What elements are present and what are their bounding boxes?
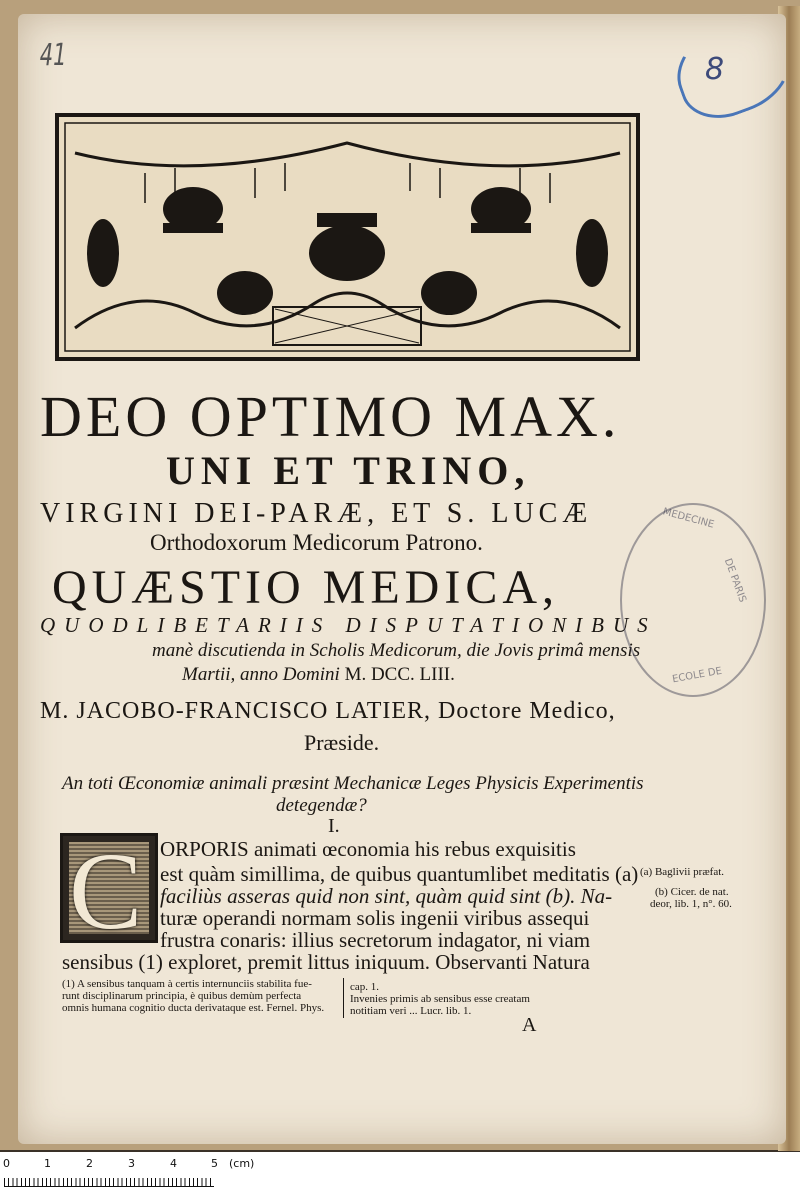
ruler-label-5: 5 — [211, 1157, 218, 1170]
ruler-label-2: 2 — [86, 1157, 93, 1170]
body-line-2: est quàm simillima, de quibus quantumlibet meditatis (a) — [160, 862, 639, 886]
footnote-left-line1: (1) A sensibus tanquam à certis internunciis stabilita fue- — [62, 978, 312, 990]
date-year: M. DCC. LIII. — [344, 664, 455, 685]
stamp-text-bottom: ECOLE DE — [671, 665, 723, 686]
margin-note-b-line2: deor, lib. 1, n°. 60. — [650, 898, 732, 910]
footnote-right-line1: cap. 1. — [350, 981, 380, 993]
body-line-5: frustra conaris: illius secretorum indagator, ni viam — [160, 928, 591, 952]
section-number: I. — [328, 815, 340, 837]
ornamental-headpiece — [55, 113, 640, 361]
ruler-unit: (cm) — [229, 1157, 255, 1170]
dedication-line-virgini: VIRGINI DEI-PARÆ, ET S. LUCÆ — [40, 498, 593, 529]
body-line-6: sensibus (1) exploret, premit littus iniquum. Observanti Natura — [62, 950, 590, 974]
ruler-label-1: 1 — [44, 1157, 51, 1170]
footnote-column-divider — [343, 978, 344, 1018]
decorated-initial — [60, 833, 158, 943]
thesis-question-line2: detegendæ? — [276, 795, 367, 816]
ruler-label-0: 0 — [3, 1157, 10, 1170]
stamp-text-side: DE PARIS — [721, 557, 748, 604]
ruler-ticks — [4, 1178, 214, 1187]
handwritten-folio-number: 41 — [39, 38, 67, 73]
body-line-4: turæ operandi normam solis ingenii viribus assequi — [160, 906, 590, 930]
subheading-schedule: manè discutienda in Scholis Medicorum, die Jovis primâ mensis — [152, 640, 641, 661]
signature-mark: A — [522, 1014, 537, 1036]
ruler-label-4: 4 — [170, 1157, 177, 1170]
date-prefix: Martii, anno Domini — [182, 664, 340, 685]
subheading-disputationibus: QUODLIBETARIIS DISPUTATIONIBUS — [40, 613, 657, 637]
dedication-line-trino: UNI ET TRINO, — [166, 448, 531, 493]
thesis-question-line1: An toti Œconomiæ animali præsint Mechanicæ Leges Physicis Experimentis — [62, 773, 644, 794]
handwritten-ink-number: 8 — [705, 52, 725, 87]
stamp-text-top: MEDECINE — [661, 506, 716, 531]
main-heading-quaestio: QUÆSTIO MEDICA, — [52, 561, 559, 614]
dedication-line-deo: DEO OPTIMO MAX. — [40, 384, 621, 449]
margin-note-a: (a) Baglivii præfat. — [640, 866, 725, 878]
subheading-date — [182, 664, 455, 686]
footnote-left-line3: omnis humana cognitio ducta derivataque est. Fernel. Phys. — [62, 1002, 325, 1014]
margin-note-b-line1: (b) Cicer. de nat. — [655, 886, 729, 898]
footnote-right-line2: Invenies primis ab sensibus esse creatam — [350, 993, 530, 1005]
praeses-role: Præside. — [304, 730, 380, 755]
body-line-1: ORPORIS animati œconomia his rebus exquisitis — [160, 837, 576, 861]
footnote-right-line3: notitiam veri ... Lucr. lib. 1. — [350, 1005, 472, 1017]
initial-letter: C — [69, 833, 143, 943]
body-line-3: faciliùs asseras quid non sint, quàm quid sint (b). Na- — [160, 884, 613, 908]
ruler-label-3: 3 — [128, 1157, 135, 1170]
dedication-line-patrono: Orthodoxorum Medicorum Patrono. — [150, 530, 483, 555]
footnote-left-line2: runt disciplinarum principia, è quibus demùm perfecta — [62, 990, 302, 1002]
library-stamp — [620, 503, 766, 697]
praeses-name: M. JACOBO-FRANCISCO LATIER, Doctore Medico, — [40, 698, 616, 724]
